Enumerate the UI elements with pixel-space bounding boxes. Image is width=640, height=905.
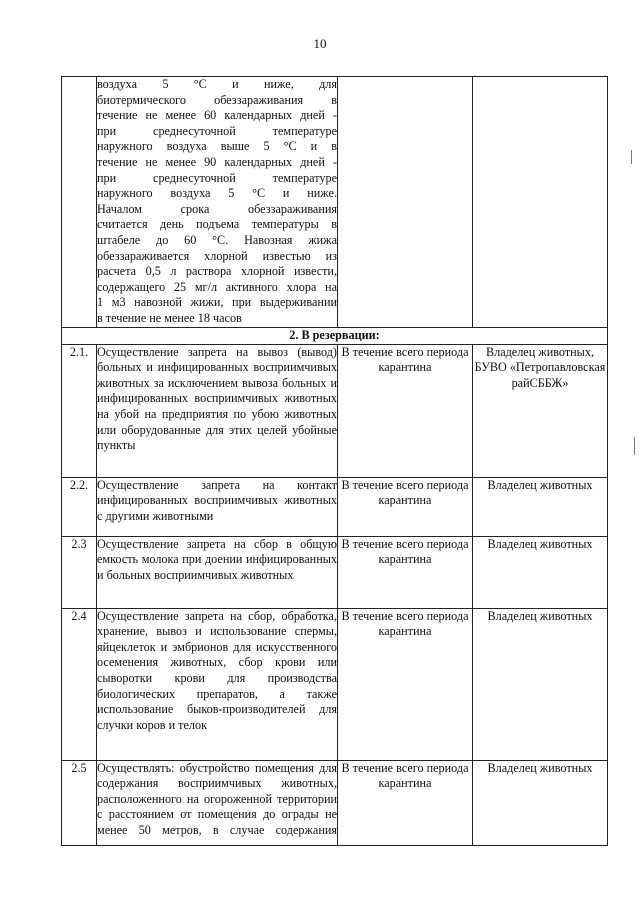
section-title: 2. В резервации:: [62, 328, 608, 345]
scan-mark: [631, 150, 632, 164]
continuation-line: 1 м3 навозной жижи, при выдерживании: [97, 295, 337, 310]
continuation-line: наружного воздуха 5 °С и ниже.: [97, 186, 337, 201]
cell-num-empty: [62, 77, 97, 328]
continuation-line: при среднесуточной температуре: [97, 123, 337, 138]
continuation-line: считается день подъема температуры в: [97, 217, 337, 232]
table-row: [62, 608, 608, 760]
continuation-line: содержащего 25 мг/л активного хлора на: [97, 279, 337, 294]
row-text: Осуществлять: обустройство помещения для содержания восприимчивых животных, расположенного на огороженной территории с расстоянием от помещения до ограды не менее 50 метров, в случае содержания: [97, 760, 337, 837]
row-term: В течение всего периода карантина: [338, 760, 473, 845]
row-text: Осуществление запрета на сбор, обработка, хранение, вывоз и использование спермы, яйцеклеток и эмбрионов для искусственного осеменения животных, сбор крови или сыворотки крови для производства биологических препаратов, а также использование быков-производителей для случки коров и телок: [97, 608, 337, 732]
row-text: Осуществление запрета на сбор в общую емкость молока при доении инфицированных и больных восприимчивых животных: [97, 536, 337, 582]
continuation-line: течение не менее 60 календарных дней -: [97, 108, 337, 123]
continuation-line: расчета 0,5 л раствора хлорной извести,: [97, 264, 337, 279]
row-term: В течение всего периода карантина: [338, 608, 473, 760]
continuation-line: в течение не менее 18 часов: [97, 310, 242, 325]
continuation-line: при среднесуточной температуре: [97, 170, 337, 185]
continuation-line: течение не менее 90 календарных дней -: [97, 154, 337, 169]
continuation-line: Началом срока обеззараживания: [97, 201, 337, 216]
row-term: В течение всего периода карантина: [338, 477, 473, 536]
page-number: 10: [313, 36, 327, 51]
row-number: 2.4: [62, 608, 97, 760]
row-number: 2.5: [62, 760, 97, 845]
table-row: [62, 477, 608, 536]
row-number: 2.2.: [62, 477, 97, 536]
row-responsible: Владелец животных, БУВО «Петропавловская райСББЖ»: [473, 344, 608, 477]
row-text: Осуществление запрета на вывоз (вывод) больных и инфицированных восприимчивых животных за исключением вывоза больных и инфицированных восприимчивых животных на убой на предприятия по убою животных или оборудованные для этих целей убойные пункты: [97, 344, 337, 453]
continuation-line: обеззараживается хлорной известью из: [97, 248, 337, 263]
row-number: 2.1.: [62, 344, 97, 477]
continuation-line: воздуха 5 °С и ниже, для: [97, 77, 337, 91]
table-row: [62, 344, 608, 477]
row-number: 2.3: [62, 536, 97, 608]
section-row: [62, 328, 608, 345]
cell-resp-empty: [473, 77, 608, 328]
continuation-line: штабеле до 60 °С. Навозная жижа: [97, 232, 337, 247]
measures-table: [61, 76, 608, 846]
continuation-text: [97, 77, 338, 328]
cell-term-empty: [338, 77, 473, 328]
continuation-line: наружного воздуха выше 5 °С и в: [97, 139, 337, 154]
table-row-continuation: [62, 77, 608, 328]
continuation-line: биотермического обеззараживания в: [97, 92, 337, 107]
row-responsible: Владелец животных: [473, 536, 608, 608]
row-text: Осуществление запрета на контакт инфицированных восприимчивых животных с другими животными: [97, 477, 337, 523]
row-responsible: Владелец животных: [473, 477, 608, 536]
row-term: В течение всего периода карантина: [338, 536, 473, 608]
row-responsible: Владелец животных: [473, 760, 608, 845]
scan-mark: [634, 437, 635, 455]
table-row: [62, 536, 608, 608]
table-row: [62, 760, 608, 845]
row-responsible: Владелец животных: [473, 608, 608, 760]
row-term: В течение всего периода карантина: [338, 344, 473, 477]
